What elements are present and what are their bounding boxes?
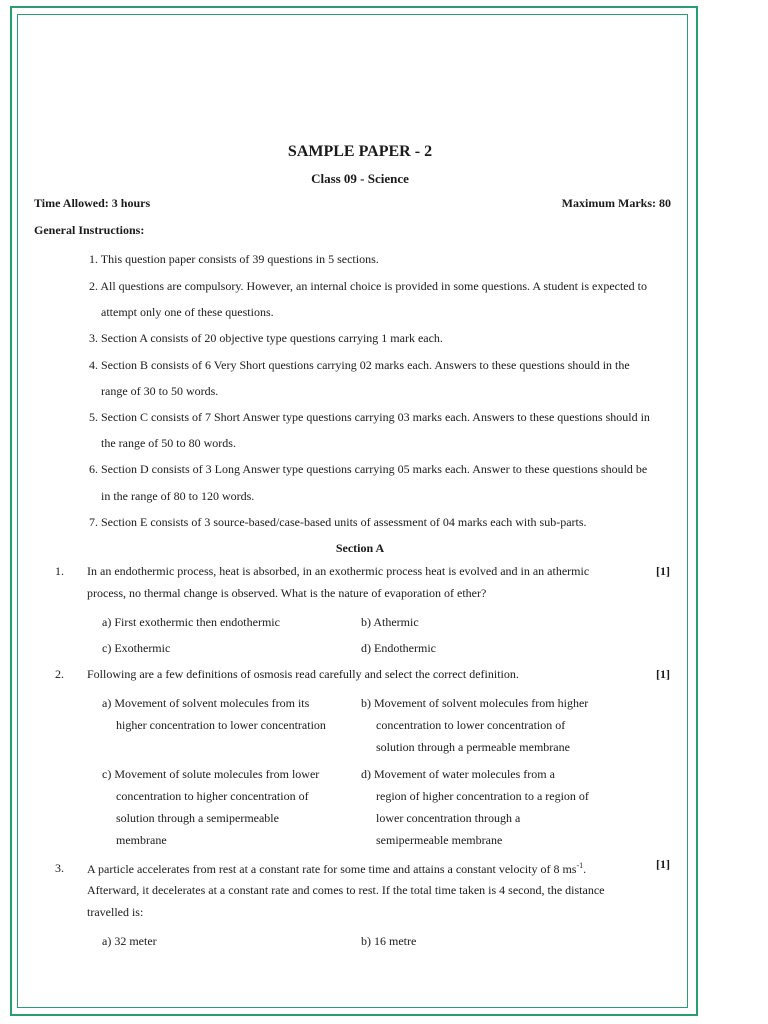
question-3-option-b[interactable]: b) 16 metre [361,934,417,948]
instruction-1: 1. This question paper consists of 39 questions in 5 sections. [89,252,379,266]
instruction-5-cont: the range of 50 to 80 words. [101,436,236,450]
question-3-marks: [1] [656,857,670,871]
question-1-number: 1. [55,564,64,578]
instruction-6: 6. Section D consists of 3 Long Answer type questions carrying 05 marks each. Answer to these questions should be [89,462,648,476]
question-3-option-a[interactable]: a) 32 meter [102,934,157,948]
instruction-5: 5. Section C consists of 7 Short Answer type questions carrying 03 marks each. Answers to these questions should in [89,410,650,424]
question-1-text-line-1: In an endothermic process, heat is absorbed, in an exothermic process heat is evolved and in an athermic [87,564,590,578]
question-1-option-d[interactable]: d) Endothermic [361,641,436,655]
instruction-6-cont: in the range of 80 to 120 words. [101,489,255,503]
question-2-option-b[interactable]: b) Movement of solvent molecules from higher [361,696,589,710]
instruction-4: 4. Section B consists of 6 Very Short questions carrying 02 marks each. Answers to these questions should in the [89,358,630,372]
question-2-text: Following are a few definitions of osmosis read carefully and select the correct definition. [87,667,519,681]
section-a-heading: Section A [335,541,385,555]
question-2-option-c[interactable]: c) Movement of solute molecules from lower [102,767,320,781]
time-allowed: Time Allowed: 3 hours [34,196,151,210]
question-2-option-c-cont-3: membrane [116,833,167,847]
question-2-option-a-cont: higher concentration to lower concentration [116,718,326,732]
paper-title: SAMPLE PAPER - 2 [287,143,433,160]
question-3-text-line-3: travelled is: [87,905,144,919]
question-2-option-d[interactable]: d) Movement of water molecules from a [361,767,555,781]
question-2-option-d-cont-2: lower concentration through a [376,811,521,825]
question-2-marks: [1] [656,667,670,681]
question-3-text-line-2: Afterward, it decelerates at a constant rate and comes to rest. If the total time taken is 4 second, the distance [87,883,605,897]
question-2-option-d-cont-3: semipermeable membrane [376,833,503,847]
question-1-option-c[interactable]: c) Exothermic [102,641,171,655]
instruction-4-cont: range of 30 to 50 words. [101,384,219,398]
question-2-option-b-cont-2: solution through a permeable membrane [376,740,570,754]
page-inner-border [17,14,688,1008]
question-3-text-period: . [583,862,587,876]
instruction-3: 3. Section A consists of 20 objective type questions carrying 1 mark each. [89,331,443,345]
general-instructions-heading: General Instructions: [34,223,145,237]
question-2-number: 2. [55,667,64,681]
question-1-option-b[interactable]: b) Athermic [361,615,419,629]
question-3-text-main: A particle accelerates from rest at a constant rate for some time and attains a constant velocity of 8 ms [87,862,577,876]
question-3-text-superscript: -1 [576,861,584,870]
paper-subtitle: Class 09 - Science [311,171,409,186]
question-2-option-c-cont-1: concentration to higher concentration of [116,789,309,803]
question-2-option-d-cont-1: region of higher concentration to a region of [376,789,589,803]
question-1-text-line-2: process, no thermal change is observed. What is the nature of evaporation of ether? [87,586,487,600]
question-2-option-c-cont-2: solution through a semipermeable [116,811,279,825]
instruction-7: 7. Section E consists of 3 source-based/case-based units of assessment of 04 marks each with sub-parts. [89,515,587,529]
question-3-text-line-1 [87,861,586,877]
instruction-2: 2. All questions are compulsory. However, an internal choice is provided in some questions. A student is expected to [89,279,647,293]
question-3-number: 3. [55,861,64,875]
question-2-option-b-cont-1: concentration to lower concentration of [376,718,566,732]
question-2-option-a[interactable]: a) Movement of solvent molecules from its [102,696,310,710]
instruction-2-cont: attempt only one of these questions. [101,305,274,319]
question-1-option-a[interactable]: a) First exothermic then endothermic [102,615,280,629]
maximum-marks: Maximum Marks: 80 [561,196,671,210]
question-1-marks: [1] [656,564,670,578]
